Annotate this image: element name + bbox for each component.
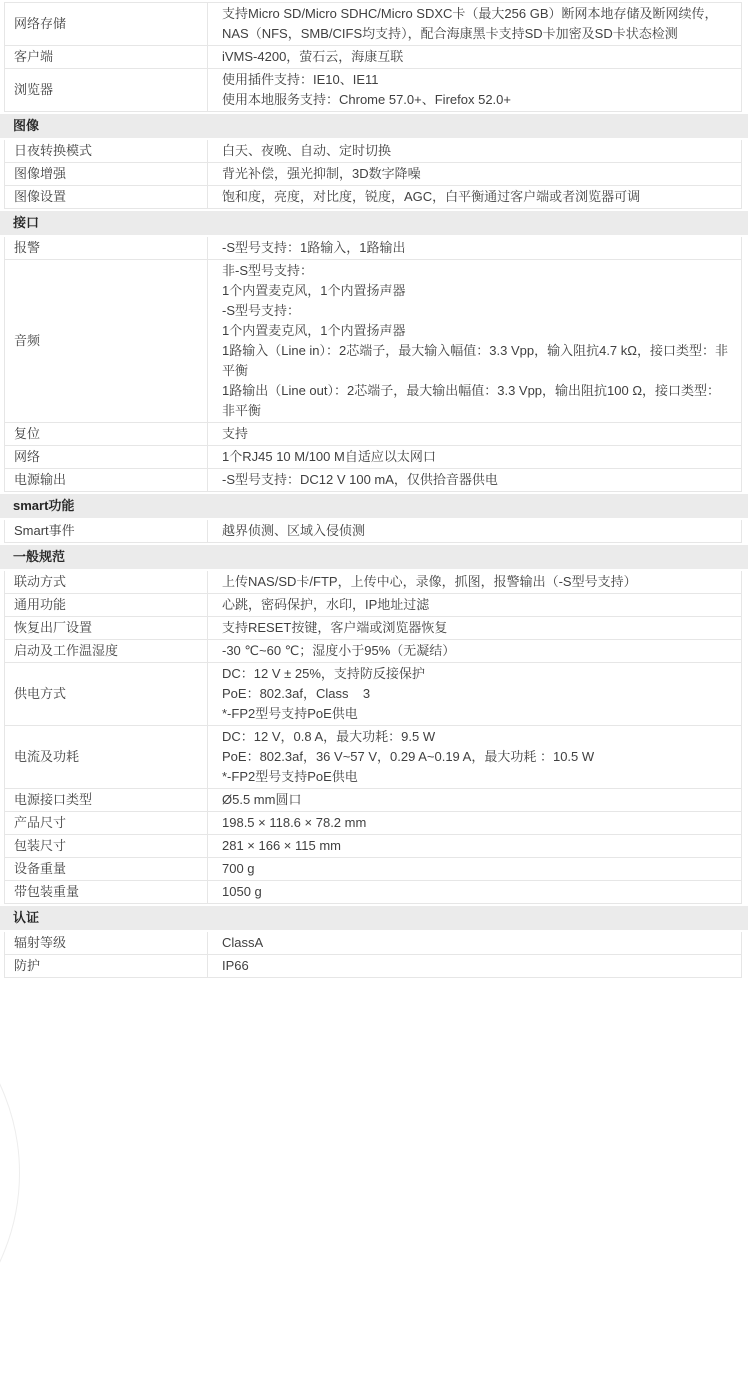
spec-value — [208, 881, 741, 903]
spec-label: Smart事件 — [5, 520, 208, 542]
table-row — [5, 186, 741, 209]
spec-label: 图像增强 — [5, 163, 208, 185]
table-row — [5, 520, 741, 543]
spec-value — [208, 69, 741, 111]
section-header: 图像 — [0, 114, 748, 138]
spec-value — [208, 726, 741, 788]
spec-value-line: 1路输入（Line in）：2芯端子，最大输入幅值：3.3 Vpp，输入阻抗4.7 kΩ，接口类型：非平衡 — [222, 343, 728, 378]
spec-value — [208, 163, 741, 185]
spec-value — [208, 594, 741, 616]
spec-value — [208, 46, 741, 68]
spec-value-line: -S型号支持：DC12 V 100 mA，仅供拾音器供电 — [222, 472, 498, 487]
spec-label: 防护 — [5, 955, 208, 977]
spec-value-line: 心跳，密码保护，水印，IP地址过滤 — [222, 597, 430, 612]
spec-label: 报警 — [5, 237, 208, 259]
spec-value-line: 支持 — [222, 426, 249, 441]
spec-value — [208, 617, 741, 639]
spec-label: 客户端 — [5, 46, 208, 68]
section-header: 接口 — [0, 211, 748, 235]
spec-value-line: 白天、夜晚、自动、定时切换 — [222, 143, 392, 158]
spec-value-line: 支持RESET按键，客户端或浏览器恢复 — [222, 620, 448, 635]
spec-value-line: 700 g — [222, 861, 255, 876]
rows-block — [4, 520, 742, 543]
spec-value — [208, 858, 741, 880]
table-row — [5, 3, 741, 46]
spec-label: 网络存储 — [5, 3, 208, 45]
rows-block — [4, 932, 742, 978]
spec-value-line: 背光补偿，强光抑制，3D数字降噪 — [222, 166, 421, 181]
table-row — [5, 69, 741, 112]
section-header: smart功能 — [0, 494, 748, 518]
table-row — [5, 955, 741, 978]
table-row — [5, 46, 741, 69]
spec-value — [208, 3, 741, 45]
spec-value-line: PoE：802.3af，Class 3 — [222, 686, 371, 701]
spec-label: 图像设置 — [5, 186, 208, 208]
table-row — [5, 571, 741, 594]
spec-label: 浏览器 — [5, 69, 208, 111]
spec-value — [208, 663, 741, 725]
spec-value — [208, 640, 741, 662]
rows-block — [4, 571, 742, 904]
spec-value-line: 使用插件支持：IE10、IE11 — [222, 72, 379, 87]
spec-label: 产品尺寸 — [5, 812, 208, 834]
table-row — [5, 932, 741, 955]
spec-value — [208, 423, 741, 445]
spec-value-line: PoE：802.3af，36 V~57 V，0.29 A~0.19 A，最大功耗 ：10.5 W — [222, 749, 595, 764]
spec-label: 辐射等级 — [5, 932, 208, 954]
spec-value-line: 上传NAS/SD卡/FTP，上传中心，录像，抓图，报警输出（-S型号支持） — [222, 574, 637, 589]
spec-value — [208, 469, 741, 491]
spec-label: 日夜转换模式 — [5, 140, 208, 162]
spec-label: 设备重量 — [5, 858, 208, 880]
spec-value-line: 1个内置麦克风，1个内置扬声器 — [222, 283, 406, 298]
spec-value-line: 越界侦测、区域入侵侦测 — [222, 523, 366, 538]
spec-label: 通用功能 — [5, 594, 208, 616]
table-row — [5, 617, 741, 640]
spec-label: 电源输出 — [5, 469, 208, 491]
table-row — [5, 237, 741, 260]
spec-label: 复位 — [5, 423, 208, 445]
spec-value — [208, 835, 741, 857]
watermark-arc — [0, 962, 20, 1384]
spec-label: 电流及功耗 — [5, 726, 208, 788]
spec-value-line: DC：12 V ± 25%，支持防反接保护 — [222, 666, 425, 681]
spec-value-line: IP66 — [222, 958, 249, 973]
spec-value — [208, 260, 741, 422]
table-row — [5, 594, 741, 617]
spec-value-line: *-FP2型号支持PoE供电 — [222, 769, 358, 784]
spec-value — [208, 812, 741, 834]
spec-value — [208, 955, 741, 977]
table-row — [5, 812, 741, 835]
spec-value — [208, 186, 741, 208]
spec-value-line: ClassA — [222, 935, 264, 950]
table-row — [5, 163, 741, 186]
spec-value-line: 1个RJ45 10 M/100 M自适应以太网口 — [222, 449, 436, 464]
spec-value-line: 使用本地服务支持：Chrome 57.0+、Firefox 52.0+ — [222, 92, 511, 107]
spec-value-line: 198.5 × 118.6 × 78.2 mm — [222, 815, 367, 830]
spec-label: 联动方式 — [5, 571, 208, 593]
spec-value-line: Ø5.5 mm圆口 — [222, 792, 302, 807]
rows-block — [4, 2, 742, 112]
spec-label: 包装尺寸 — [5, 835, 208, 857]
spec-value — [208, 237, 741, 259]
table-row — [5, 260, 741, 423]
spec-value-line: *-FP2型号支持PoE供电 — [222, 706, 358, 721]
section-header: 一般规范 — [0, 545, 748, 569]
table-row — [5, 140, 741, 163]
table-row — [5, 726, 741, 789]
table-row — [5, 881, 741, 904]
spec-value — [208, 140, 741, 162]
spec-value-line: 饱和度，亮度，对比度，锐度，AGC，白平衡通过客户端或者浏览器可调 — [222, 189, 641, 204]
table-row — [5, 469, 741, 492]
table-row — [5, 789, 741, 812]
rows-block — [4, 140, 742, 209]
spec-label: 供电方式 — [5, 663, 208, 725]
spec-value-line: -S型号支持：1路输入，1路输出 — [222, 240, 406, 255]
spec-value-line: 1个内置麦克风，1个内置扬声器 — [222, 323, 406, 338]
rows-block — [4, 237, 742, 492]
section-header: 认证 — [0, 906, 748, 930]
spec-label: 网络 — [5, 446, 208, 468]
spec-value — [208, 571, 741, 593]
spec-value-line: 1050 g — [222, 884, 262, 899]
spec-label: 恢复出厂设置 — [5, 617, 208, 639]
spec-label: 启动及工作温湿度 — [5, 640, 208, 662]
spec-value-line: -S型号支持： — [222, 303, 301, 318]
spec-label: 音频 — [5, 260, 208, 422]
spec-value-line: 支持Micro SD/Micro SDHC/Micro SDXC卡（最大256 GB）断网本地存储及断网续传，NAS（NFS，SMB/CIFS均支持），配合海康黑卡支持SD卡加密及SD卡状态检测 — [222, 6, 718, 41]
spec-value-line: 281 × 166 × 115 mm — [222, 838, 342, 853]
table-row — [5, 835, 741, 858]
spec-value-line: DC：12 V，0.8 A，最大功耗：9.5 W — [222, 729, 436, 744]
table-row — [5, 446, 741, 469]
spec-value-line: iVMS-4200，萤石云，海康互联 — [222, 49, 404, 64]
spec-value — [208, 932, 741, 954]
table-row — [5, 423, 741, 446]
spec-value — [208, 789, 741, 811]
spec-value-line: 非-S型号支持： — [222, 263, 314, 278]
spec-label: 电源接口类型 — [5, 789, 208, 811]
table-row — [5, 858, 741, 881]
spec-value — [208, 520, 741, 542]
spec-value-line: 1路输出（Line out）：2芯端子，最大输出幅值：3.3 Vpp，输出阻抗100 Ω，接口类型：非平衡 — [222, 383, 721, 418]
spec-value-line: -30 ℃~60 ℃；湿度小于95%（无凝结） — [222, 643, 456, 658]
spec-value — [208, 446, 741, 468]
table-row — [5, 640, 741, 663]
table-row — [5, 663, 741, 726]
spec-label: 带包装重量 — [5, 881, 208, 903]
